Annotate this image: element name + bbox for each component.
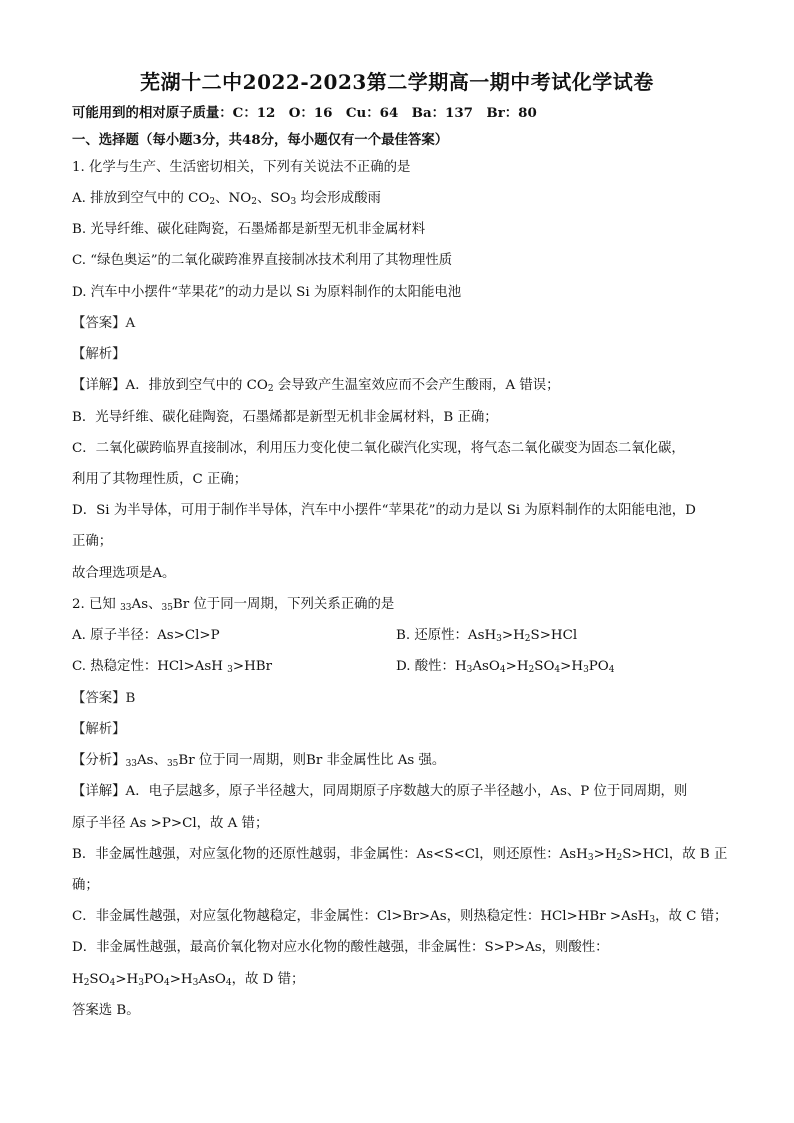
q2-detail-a-1: 【详解】A．电子层越多，原子半径越大，同周期原子序数越大的原子半径越小，As、P 位于同周期，则 (72, 784, 688, 799)
q2-detail-d-2: $H_2SO_4>H_3PO_4>H_3AsO_4$，故 D 错； (72, 972, 305, 988)
q2-fenxi: 【分析】$_{33}$As、$_{35}$Br 位于同一周期，则Br 非金属性比 As 强。 (72, 753, 446, 769)
q1-detail-b: B．光导纤维、碳化硅陶瓷，石墨烯都是新型无机非金属材料，B 正确； (72, 410, 498, 425)
q2-detail-c: C．非金属性越强，对应氢化物越稳定，非金属性：Cl>Br>As，则热稳定性：HCl>HBr >AsH$_3$，故 C 错； (72, 909, 728, 925)
section-heading: 一、选择题（每小题3分，共48分，每小题仅有一个最佳答案） (72, 132, 449, 148)
q1-option-b: B. 光导纤维、碳化硅陶瓷，石墨烯都是新型无机非金属材料 (72, 222, 426, 237)
q1-option-c: C. “绿色奥运”的二氧化碳跨准界直接制冰技术利用了其物理性质 (72, 253, 453, 268)
q1-option-d: D. 汽车中小摆件“苹果花”的动力是以 Si 为原料制作的太阳能电池 (72, 285, 462, 300)
page-title: 芜湖十二中2022-2023第二学期高一期中考试化学试卷 (140, 70, 654, 94)
q2-analysis-label: 【解析】 (72, 722, 126, 737)
q1-conclusion: 故合理选项是A。 (72, 566, 176, 581)
q2-option-d: D. 酸性：$H_3AsO_4>H_2SO_4>H_3PO_4$ (396, 659, 615, 675)
q1-detail-a: 【详解】A．排放到空气中的 $CO_2$ 会导致产生温室效应而不会产生酸雨，A 错误； (72, 378, 560, 394)
q2-option-c: C. 热稳定性：HCl>AsH $_3$>HBr (72, 659, 273, 675)
q2-answer: 【答案】B (72, 691, 136, 706)
q2-detail-a-2: 原子半径 As >P>Cl，故 A 错； (72, 816, 269, 831)
q1-analysis-label: 【解析】 (72, 347, 126, 362)
q2-option-a: A. 原子半径：As>Cl>P (72, 628, 220, 643)
q1-answer: 【答案】A (72, 316, 136, 331)
q2-conclusion: 答案选 B。 (72, 1003, 140, 1018)
q2-stem: 2. 已知 $_{33}$As、$_{35}$Br 位于同一周期，下列关系正确的是 (72, 597, 395, 613)
q1-stem: 1. 化学与生产、生活密切相关，下列有关说法不正确的是 (72, 160, 411, 175)
q1-detail-c-1: C．二氧化碳跨临界直接制冰，利用压力变化使二氧化碳汽化实现，将气态二氧化碳变为固态二氧化碳， (72, 441, 685, 456)
q2-option-b: B. 还原性：$AsH_3>H_2S>HCl$ (396, 628, 578, 644)
q1-detail-c-2: 利用了其物理性质，C 正确； (72, 472, 248, 487)
q1-option-a: A. 排放到空气中的 $CO_2$、$NO_2$、$SO_3$ 均会形成酸雨 (72, 191, 381, 207)
q2-detail-b-2: 确； (72, 878, 99, 893)
q2-detail-d-1: D．非金属性越强，最高价氧化物对应水化物的酸性越强，非金属性：S>P>As，则酸性： (72, 940, 609, 955)
atomic-masses-line: 可能用到的相对原子质量：C：12 O：16 Cu：64 Ba：137 Br：80 (72, 105, 537, 121)
q2-detail-b-1: B．非金属性越强，对应氢化物的还原性越弱，非金属性：As<S<Cl，则还原性：$AsH_3>H_2S>HCl$，故 B 正 (72, 847, 728, 863)
q1-detail-d-1: D．Si 为半导体，可用于制作半导体，汽车中小摆件“苹果花”的动力是以 Si 为原料制作的太阳能电池，D (72, 503, 696, 518)
q1-detail-d-2: 正确； (72, 534, 113, 549)
